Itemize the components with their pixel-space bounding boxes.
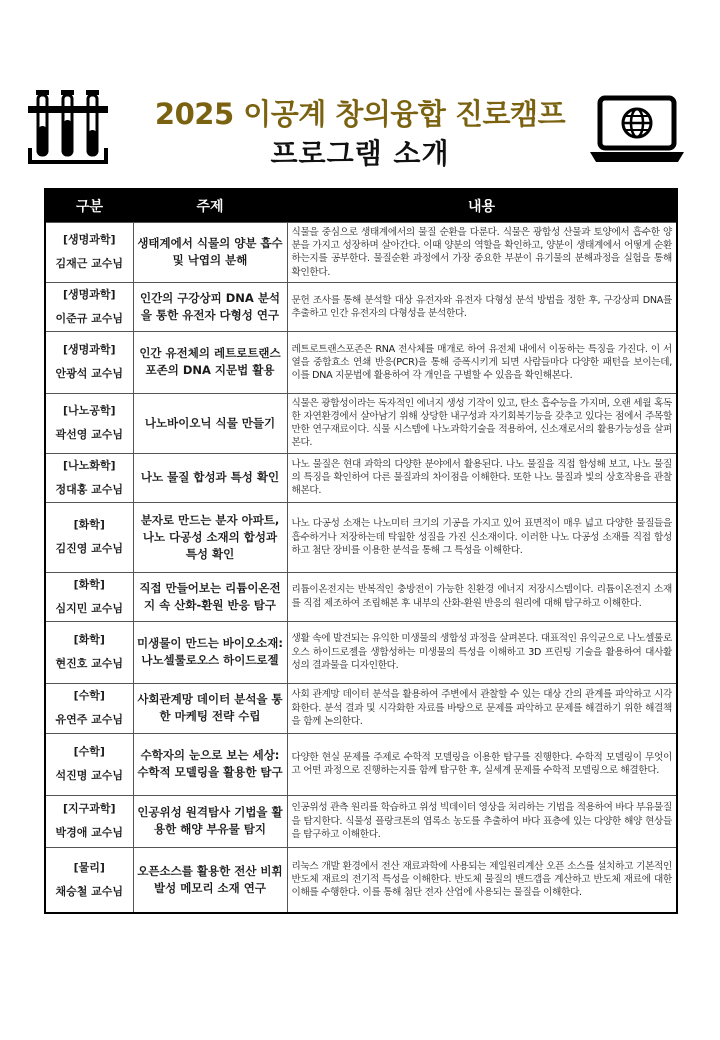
- table-row: [45, 847, 677, 913]
- topic-cell: 분자로 만드는 분자 아파트, 나노 다공성 소재의 합성과 특성 확인: [133, 502, 287, 572]
- content-cell: 식물은 광합성이라는 독자적인 에너지 생성 기작이 있고, 탄소 흡수능을 가지며, 오랜 세월 혹독한 자연환경에서 살아남기 위해 상당한 내구성과 자기회복기능을 갖추고 있다는 점에서 주목할 만한 연구재료이다. 식물 시스템에 나노과학기술을 적용하여, 신소재로서의 활용가능성을 살펴본다.: [287, 393, 677, 453]
- field-label: [생명과학]: [62, 233, 116, 247]
- field-label: [화학]: [73, 577, 105, 591]
- topic-cell: 인공위성 원격탐사 기법을 활용한 해양 부유물 탐지: [133, 795, 287, 847]
- topic-cell: 미생물이 만드는 바이오소재: 나노셀룰로오스 하이드로젤: [133, 621, 287, 683]
- laptop-globe-icon: [588, 94, 686, 166]
- content-cell: 사회 관계망 데이터 분석을 활용하여 주변에서 관찰할 수 있는 대상 간의 관계를 파악하고 시각화한다. 분석 결과 및 시각화한 자료를 바탕으로 문제를 파악하고 문제를 해결하기 위한 해결책을 함께 논의한다.: [287, 683, 677, 733]
- category-cell: [45, 847, 133, 913]
- field-label: [물리]: [73, 860, 105, 874]
- content-cell: 생활 속에 발견되는 유익한 미생물의 생합성 과정을 살펴본다. 대표적인 유익균으로 나노셀룰로오스 하이드로젤을 생합성하는 미생물의 특성을 이해하고 3D 프린팅 기술을 활용하여 대사활성의 결과물을 디자인한다.: [287, 621, 677, 683]
- field-label: [나노공학]: [62, 404, 116, 418]
- table-row: [45, 621, 677, 683]
- professor-name: 곽선영 교수님: [55, 428, 124, 442]
- field-label: [생명과학]: [62, 343, 116, 357]
- category-cell: [45, 572, 133, 621]
- field-label: [수학]: [73, 689, 105, 703]
- table-row: [45, 795, 677, 847]
- content-cell: 리튬이온전지는 반복적인 충방전이 가능한 친환경 에너지 저장시스템이다. 리튬이온전지 소재를 직접 제조하여 조립해본 후 내부의 산화-환원 반응의 원리에 대해 탐구하고 이해한다.: [287, 572, 677, 621]
- category-cell: [45, 393, 133, 453]
- professor-name: 심지민 교수님: [55, 601, 124, 615]
- table-row: [45, 453, 677, 502]
- category-cell: [45, 621, 133, 683]
- table-row: [45, 393, 677, 453]
- professor-name: 안광석 교수님: [55, 367, 124, 381]
- column-header-content: 내용: [287, 189, 677, 223]
- category-cell: [45, 282, 133, 331]
- field-label: [화학]: [73, 518, 105, 532]
- professor-name: 유연주 교수님: [55, 713, 124, 727]
- professor-name: 정대홍 교수님: [55, 482, 124, 496]
- topic-cell: 사회관계망 데이터 분석을 통한 마케팅 전략 수립: [133, 683, 287, 733]
- table-row: [45, 733, 677, 795]
- category-cell: [45, 453, 133, 502]
- professor-name: 현진호 교수님: [55, 657, 124, 671]
- field-label: [나노화학]: [62, 458, 116, 472]
- topic-cell: 오픈소스를 활용한 전산 비휘발성 메모리 소재 연구: [133, 847, 287, 913]
- content-cell: 리눅스 개발 환경에서 전산 재료과학에 사용되는 제일원리계산 오픈 소스를 설치하고 기본적인 반도체 재료의 전기적 특성을 이해한다. 반도체 물질의 밴드갭을 계산하고 반도체 재료에 대한 이해를 수행한다. 이를 통해 첨단 전자 산업에 사용되는 물질을 이해한다.: [287, 847, 677, 913]
- category-cell: [45, 795, 133, 847]
- field-label: [생명과학]: [62, 287, 116, 301]
- content-cell: 레트로트랜스포존은 RNA 전사체를 매개로 하여 유전체 내에서 이동하는 특징을 가진다. 이 서열을 중합효소 연쇄 반응(PCR)을 통해 증폭시키게 되면 사람들마다 다양한 패턴을 보이는데, 이를 DNA 지문법에 활용하여 각 개인을 구별할 수 있음을 확인해본다.: [287, 331, 677, 393]
- page-subtitle: 프로그램 소개: [270, 137, 450, 170]
- table-row: [45, 572, 677, 621]
- topic-cell: 인간의 구강상피 DNA 분석을 통한 유전자 다형성 연구: [133, 282, 287, 331]
- category-cell: [45, 683, 133, 733]
- table-row: [45, 502, 677, 572]
- table-row: [45, 683, 677, 733]
- topic-cell: 인간 유전체의 레트로트랜스포존의 DNA 지문법 활용: [133, 331, 287, 393]
- content-cell: 나노 물질은 현대 과학의 다양한 분야에서 활용된다. 나노 물질을 직접 합성해 보고, 나노 물질의 특징을 확인하여 다른 물질과의 차이점을 이해한다. 또한 나노 물질과 빛의 상호작용을 관찰해본다.: [287, 453, 677, 502]
- professor-name: 김진영 교수님: [55, 542, 124, 556]
- content-cell: 다양한 현실 문제를 주제로 수학적 모델링을 이용한 탐구를 진행한다. 수학적 모델링이 무엇이고 어떤 과정으로 진행하는지를 함께 탐구한 후, 실세계 문제를 수학적 모델링으로 해결한다.: [287, 733, 677, 795]
- topic-cell: 수학자의 눈으로 보는 세상: 수학적 모델링을 활용한 탐구: [133, 733, 287, 795]
- content-cell: 문헌 조사를 통해 분석할 대상 유전자와 유전자 다형성 분석 방법을 정한 후, 구강상피 DNA를 추출하고 인간 유전자의 다형성을 분석한다.: [287, 282, 677, 331]
- category-cell: [45, 223, 133, 283]
- topic-cell: 나노바이오닉 식물 만들기: [133, 393, 287, 453]
- category-cell: [45, 331, 133, 393]
- table-row: [45, 223, 677, 283]
- field-label: [지구과학]: [62, 802, 116, 816]
- table-row: [45, 331, 677, 393]
- field-label: [화학]: [73, 633, 105, 647]
- topic-cell: 직접 만들어보는 리튬이온전지 속 산화-환원 반응 탐구: [133, 572, 287, 621]
- category-cell: [45, 502, 133, 572]
- topic-cell: 나노 물질 합성과 특성 확인: [133, 453, 287, 502]
- topic-cell: 생태계에서 식물의 양분 흡수 및 낙엽의 분해: [133, 223, 287, 283]
- table-header-row: [45, 189, 677, 223]
- field-label: [수학]: [73, 745, 105, 759]
- professor-name: 이준규 교수님: [55, 311, 124, 325]
- professor-name: 박경애 교수님: [55, 826, 124, 840]
- professor-name: 김재근 교수님: [55, 257, 124, 271]
- content-cell: 인공위성 관측 원리를 학습하고 위성 빅데이터 영상을 처리하는 기법을 적용하여 바다 부유물질을 탐지한다. 식물성 플랑크톤의 엽록소 농도를 추출하여 바다 표층에 있는 다양한 해양 현상들을 탐구하고 이해한다.: [287, 795, 677, 847]
- category-cell: [45, 733, 133, 795]
- page-header: [0, 86, 720, 176]
- professor-name: 채승철 교수님: [55, 884, 124, 898]
- content-cell: 식물을 중심으로 생태계에서의 물질 순환을 다룬다. 식물은 광합성 산물과 토양에서 흡수한 양분을 가지고 성장하며 살아간다. 이때 양분의 역할을 확인하고, 양분이 생태계에서 어떻게 순환하는지를 공부한다. 물질순환 과정에서 가장 중요한 부분이 유기물의 분해과정을 실험을 통해 확인한다.: [287, 223, 677, 283]
- professor-name: 석진명 교수님: [55, 769, 124, 783]
- column-header-topic: 주제: [133, 189, 287, 223]
- table-row: [45, 282, 677, 331]
- page-title: 2025 이공계 창의융합 진로캠프: [154, 97, 566, 131]
- content-cell: 나노 다공성 소재는 나노미터 크기의 기공을 가지고 있어 표면적이 매우 넓고 다양한 물질들을 흡수하거나 저장하는데 탁월한 성질을 가진 신소재이다. 이러한 나노 다공성 소재를 직접 합성하고 첨단 장비를 이용한 분석을 통해 그 특성을 이해한다.: [287, 502, 677, 572]
- column-header-category: 구분: [45, 189, 133, 223]
- program-table: [44, 188, 678, 914]
